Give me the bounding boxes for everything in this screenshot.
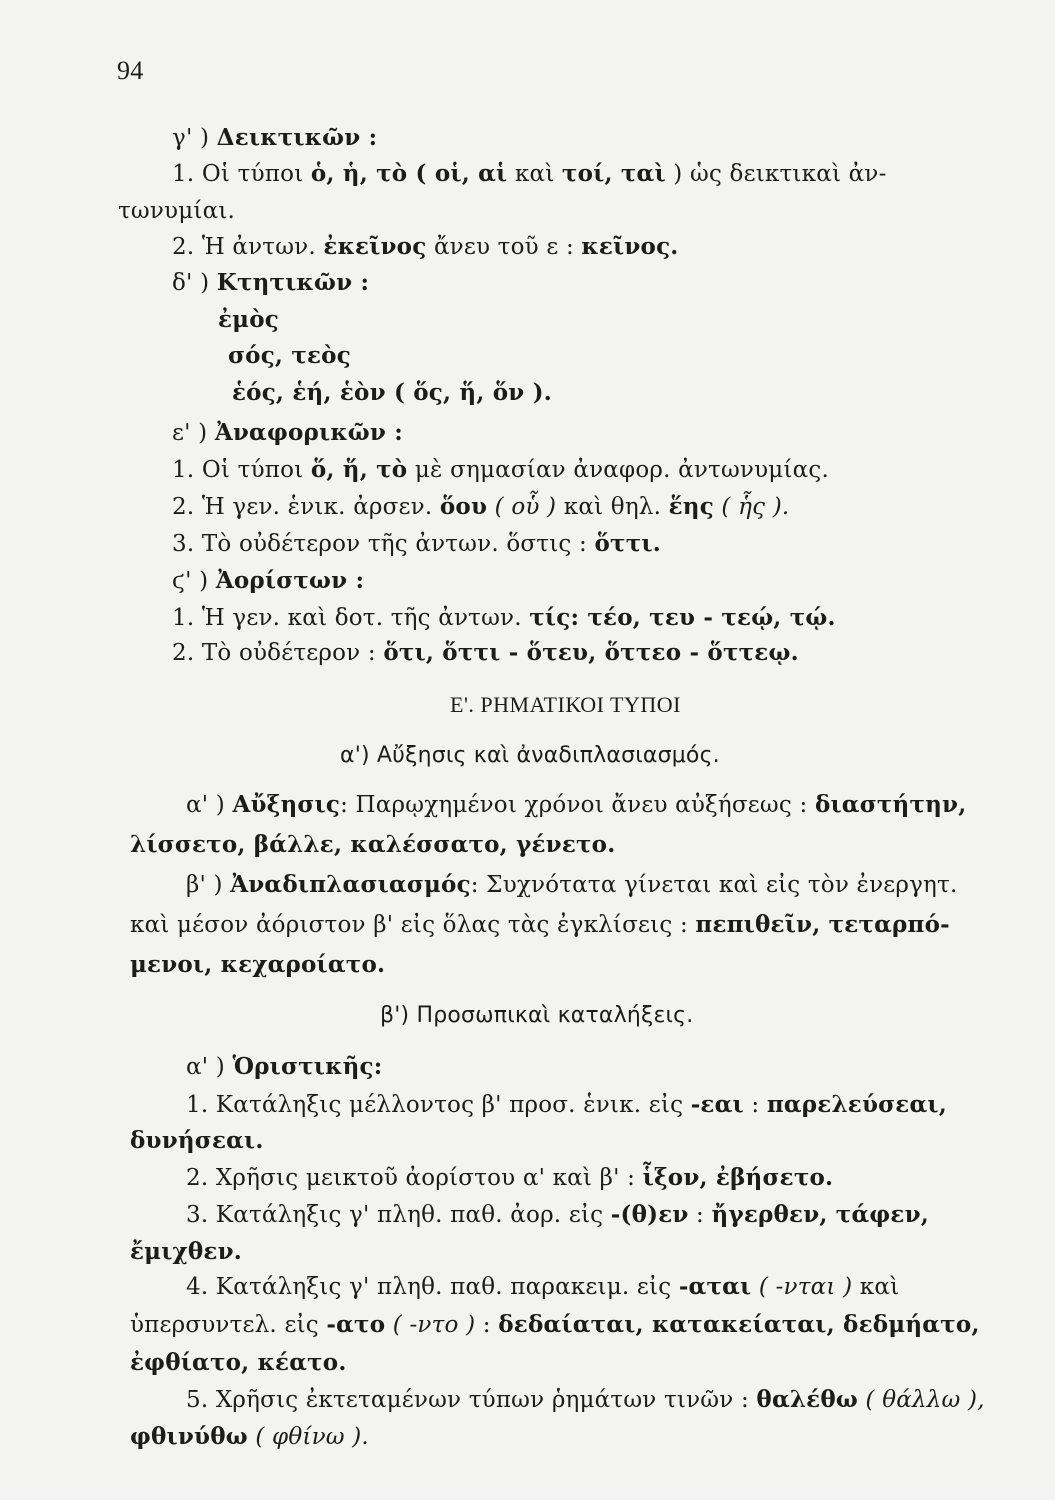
bold-term: ἔμιχθεν. [130,1238,242,1265]
text-run: 2. Τὸ οὐδέτερον : [172,640,384,666]
bold-term: μενοι, κεχαροίατο. [130,951,386,978]
text-run: : [743,1092,767,1118]
text-line [172,529,661,559]
text-line [130,1237,242,1267]
text-run: 2. Ἡ γεν. ἑνικ. ἀρσεν. [172,494,440,520]
section-heading-verbal-forms [450,690,681,720]
text-run: β' ) [186,872,231,898]
text-line [172,455,829,485]
text-run: 2. Χρῆσις μεικτοῦ ἀορίστου α' καὶ β' : [186,1165,643,1191]
text-line [186,1385,985,1415]
text-line [130,1348,347,1378]
text-run: : [688,1202,712,1228]
text-line [172,492,789,522]
text-run: 5. Χρῆσις ἐκτεταμένων τύπων ῥημάτων τινῶν : [186,1387,757,1413]
bold-term: ἐφθίατο, κέατο. [130,1349,347,1376]
bold-term: τίς: τέο, τευ - τεῴ, τῴ. [529,604,836,631]
bold-term: Αὔξησις [232,791,341,818]
bold-term: διαστήτην, [814,791,967,818]
text-line [172,232,678,262]
text-run: 1. Οἱ τύποι [172,457,311,483]
italic-note: ( -ντο ) [385,1312,476,1338]
text-line [118,196,235,226]
bold-term: ἐκεῖνος [323,233,427,260]
text-run: ὑπερσυντελ. εἰς [130,1312,327,1338]
text-run: α' ) [186,792,233,818]
text-run: 1. Ἡ γεν. καὶ δοτ. τῆς ἀντων. [172,605,530,631]
text-run: 2. Ἡ ἀντων. [172,234,324,260]
text-run: ϛ' ) [172,568,216,594]
bold-term: κεῖνος. [581,233,679,260]
text-line [172,603,836,633]
bold-term: -αται [678,1273,752,1300]
bold-term: Ἀναφορικῶν : [214,419,403,446]
text-run: α' ) [186,1054,233,1080]
text-run: : Συχνότατα γίνεται καὶ εἰς τὸν ἐνεργητ. [470,872,958,898]
bold-term: Κτητικῶν : [216,269,370,296]
page-number: 94 [117,56,144,85]
text-line [130,1310,980,1340]
bold-term: ἐμὸς [218,306,279,333]
text-run: 4. Κατάληξις γ' πληθ. παθ. παρακειμ. εἰς [186,1274,679,1300]
subsection-heading-indefinite [172,566,364,596]
text-run: ) ὡς δεικτικαὶ ἀν- [665,161,887,187]
subsection-heading-relative [172,418,403,448]
text-run: δ' ) [172,270,217,296]
text-line [130,950,385,980]
text-line [130,910,950,940]
bold-term: λίσσετο, βάλλε, καλέσσατο, γένετο. [130,831,616,858]
text-run: 3. Τὸ οὐδέτερον τῆς ἀντων. ὅστις : [172,531,595,557]
bold-term: ὁ, ἡ, τὸ ( οἱ, αἱ [310,160,508,187]
bold-term: ὅτι, ὅττι - ὅτευ, ὅττεο - ὅττεῳ. [383,639,799,666]
text-run: β') Προσωπικαὶ καταλήξεις. [380,1003,694,1028]
bold-term: -(θ)εν [610,1201,689,1228]
text-run: 3. Κατάληξις γ' πληθ. παθ. ἀορ. εἰς [186,1202,611,1228]
text-line [186,1200,929,1230]
text-line [218,305,279,335]
text-run: 1. Κατάληξις μέλλοντος β' προσ. ἑνικ. εἰς [186,1092,691,1118]
text-line [232,378,552,408]
bold-term: ἤγερθεν, τάφεν, [711,1201,929,1228]
text-run: καὶ [507,161,562,187]
text-line [228,341,351,371]
bold-term: παρελεύσεαι, [766,1091,947,1118]
italic-note: ( οὗ ) [487,494,557,520]
bold-term: Ὁριστικῆς: [232,1053,383,1080]
text-run: γ' ) [172,125,217,151]
bold-term: -εαι [690,1091,744,1118]
text-line [172,638,799,668]
text-run: καὶ μέσον ἀόριστον β' εἰς ὅλας τὰς ἐγκλίσεις : [130,912,696,938]
bold-term: πεπιθεῖν, τεταρπό- [695,911,950,938]
text-line [186,1090,947,1120]
bold-term: ὅττι. [594,530,661,557]
subsection-heading-indicative [186,1052,382,1082]
text-line [186,870,957,900]
text-line [186,1272,899,1302]
text-run: 1. Οἱ τύποι [172,161,311,187]
text-run: : Παρῳχημένοι χρόνοι ἄνευ αὐξήσεως : [340,792,815,818]
text-line [186,1163,833,1193]
italic-note: ( ἧς ). [713,494,790,520]
text-line [130,1126,264,1156]
text-run: καὶ [852,1274,900,1300]
text-line [130,1422,369,1452]
bold-term: θαλέθω [756,1386,858,1413]
subsection-title-augment [340,740,720,771]
bold-term: ὅ, ἥ, τὸ [310,456,408,483]
bold-term: δυνήσεαι. [130,1127,264,1154]
bold-term: ἑός, ἑή, ἑὸν ( ὅς, ἥ, ὅν ). [232,379,552,406]
text-line [186,790,966,820]
text-run: τωνυμίαι. [118,198,236,224]
text-run: : [475,1312,499,1338]
bold-term: -ατο [326,1311,386,1338]
text-run: ε' ) [172,420,215,446]
text-run: α') Αὔξησις καὶ ἀναδιπλασιασμός. [340,743,720,768]
bold-term: φθινύθω [130,1423,248,1450]
text-run: Ε'. ΡΗΜΑΤΙΚΟΙ ΤΥΠΟΙ [450,692,681,717]
italic-note: ( φθίνω ). [247,1424,369,1450]
italic-note: ( -νται ) [751,1274,853,1300]
subsection-heading-deictic [172,123,377,153]
bold-term: τοί, ταὶ [561,160,666,187]
subsection-title-personal-endings [380,1000,693,1031]
italic-note: ( θάλλω ), [858,1387,985,1413]
subsection-heading-possessive [172,268,369,298]
bold-term: δεδαίαται, κατακείαται, δεδμήατο, [498,1311,980,1338]
bold-term: σός, τεὸς [228,342,351,369]
text-run: καὶ θηλ. [556,494,669,520]
bold-term: Ἀναδιπλασιασμός [230,871,471,898]
bold-term: Ἀορίστων : [215,567,365,594]
text-line [130,830,615,860]
text-run: ἄνευ τοῦ ε : [426,234,582,260]
bold-term: Δεικτικῶν : [216,124,378,151]
bold-term: ἕης [668,493,714,520]
text-run: μὲ σημασίαν ἀναφορ. ἀντωνυμίας. [407,457,829,483]
bold-term: ὅου [439,493,488,520]
bold-term: ἷξον, ἐβήσετο. [642,1164,834,1191]
text-line [172,159,887,189]
